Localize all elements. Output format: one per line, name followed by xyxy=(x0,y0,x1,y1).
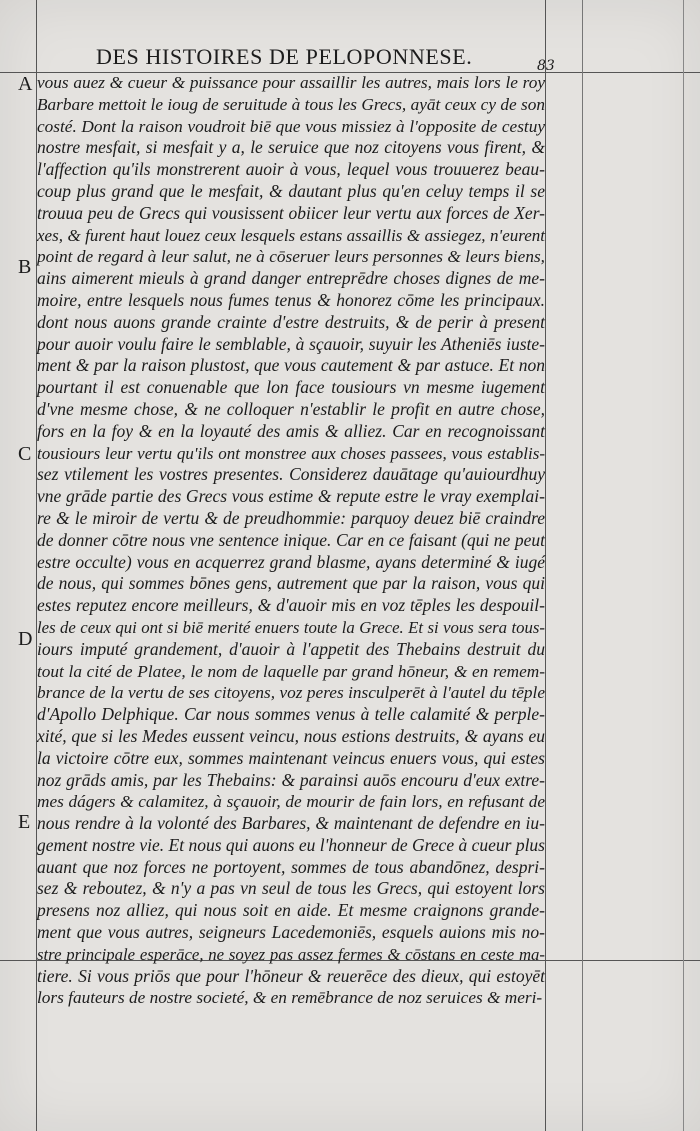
text-line: l'affection qu'ils monstrerent auoir à vous, lequel vous trouuerez beau- xyxy=(37,159,545,180)
text-line: point de regard à leur salut, ne à cōseruer leurs personnes & leurs biens, xyxy=(37,247,545,267)
text-line: brance de la vertu de ses citoyens, voz peres insculperēt à l'autel du tēple xyxy=(37,683,545,703)
right-margin-rule xyxy=(545,0,546,1131)
text-line: fors en la foy & en la loyauté des amis & alliez. Car en recognoissant xyxy=(37,420,545,441)
text-line: nous rendre à la volonté des Barbares, & maintenant de defendre en iu- xyxy=(37,813,545,834)
margin-marker-d: D xyxy=(18,628,33,650)
text-line: vne grāde partie des Grecs vous estime & repute estre le vray exemplai- xyxy=(37,486,545,507)
text-line: ains aimerent mieuls à grand danger entreprēdre choses dignes de me- xyxy=(37,268,545,289)
text-line: pour auoir voulu faire le semblable, à sçauoir, suyuir les Atheniēs iuste- xyxy=(37,333,545,354)
text-line: re & le miroir de vertu & de preudhommie: parquoy deuez biē craindre xyxy=(37,507,545,528)
text-line: estre occulte) vous en acquerrez grand blasme, ayans determiné & iugé xyxy=(37,551,545,572)
text-line: stre principale esperāce, ne soyez pas assez fermes & cōstans en ceste ma- xyxy=(37,944,545,964)
text-line: tiere. Si vous priōs que pour l'hōneur & reuerēce des dieux, qui estoyēt xyxy=(37,965,545,986)
text-line: d'Apollo Delphique. Car nous sommes venus à telle calamité & perple- xyxy=(37,704,545,725)
text-line: tout la cité de Platee, le nom de laquelle par grand hōneur, & en remem- xyxy=(37,661,545,681)
text-line: estes reputez encore meilleurs, & d'auoir mis en voz tēples les despouil- xyxy=(37,595,545,616)
text-line: lors fauteurs de nostre societé, & en remēbrance de noz seruices & meri- xyxy=(37,988,543,1008)
margin-marker-e: E xyxy=(18,811,31,833)
text-line: de nous, qui sommes bōnes gens, autrement que par la raison, vous qui xyxy=(37,573,545,594)
text-line: xité, que si les Medes eussent veincu, nous estions destruits, & ayans eu xyxy=(37,725,545,746)
text-line: nostre mesfait, si mesfait y a, le seruice que noz citoyens vous firent, & xyxy=(37,137,545,158)
text-line: presens noz alliez, qui nous soit en aide. Et mesme craignons grande- xyxy=(37,900,545,921)
page-edge-rule xyxy=(683,0,684,1131)
text-line: iours imputé grandement, d'auoir à l'appetit des Thebains destruit du xyxy=(37,638,545,659)
margin-marker-a: A xyxy=(18,73,33,95)
text-line: Barbare mettoit le ioug de seruitude à tous les Grecs, ayāt ceux cy de son xyxy=(37,94,545,114)
text-line: sez vtilement les vostres presentes. Considerez dauātage qu'auiourdhuy xyxy=(37,464,545,485)
text-line: trouua peu de Grecs qui vousissent obiicer leur vertu aux forces de Xer- xyxy=(37,202,545,223)
text-line: mes dágers & calamitez, à sçauoir, de mourir de fain lors, en refusant de xyxy=(37,792,545,812)
text-line: coup plus grand que le mesfait, & dautant plus qu'en celuy temps il se xyxy=(37,180,545,201)
text-line: sez & reboutez, & n'y a pas vn seul de tous les Grecs, qui estoyent lors xyxy=(37,878,545,899)
text-line: costé. Dont la raison voudroit biē que vous missiez à l'opposite de cestuy xyxy=(37,116,545,136)
text-line: vous auez & cueur & puissance pour assaillir les autres, mais lors le roy xyxy=(37,73,545,92)
text-line: ment & par la raison plustost, que vous cautement & par astuce. Et non xyxy=(37,355,545,376)
margin-marker-b: B xyxy=(18,256,32,278)
text-line: ment que vous autres, seigneurs Lacedemoniēs, esquels auions mis no- xyxy=(37,922,545,943)
text-line: xes, & furent haut louez ceux lesquels estans assaillis & assiegez, n'eurent xyxy=(37,225,545,245)
text-line: tousiours leur vertu qu'ils ont monstree aux choses passees, vous establis- xyxy=(37,443,545,463)
text-line: pourtant il est conuenable que lon face tousiours vn mesme iugement xyxy=(37,377,545,398)
text-line: moire, entre lesquels nous fumes tenus & honorez cōme les principaux. xyxy=(37,289,545,310)
text-line: auant que noz forces ne portoyent, sommes de tous abandōnez, despri- xyxy=(37,856,545,877)
running-title: DES HISTOIRES DE PELOPONNESE. xyxy=(96,44,473,69)
page-number: 83 xyxy=(537,58,555,74)
text-line: de donner cōtre nous vne sentence inique. Car en ce faisant (qui ne peut xyxy=(37,529,545,550)
margin-marker-c: C xyxy=(18,443,32,465)
text-line: la victoire cōtre eux, sommes maintenant veincus enuers vous, qui estes xyxy=(37,747,545,768)
text-line: d'vne mesme chose, & ne colloquer n'establir le profit en autre chose, xyxy=(37,398,545,419)
text-line: dont nous auons grande crainte d'estre destruits, & de perir à present xyxy=(37,311,545,332)
text-line: les de ceux qui ont si biē merité enuers toute la Grece. Et si vous sera tous- xyxy=(37,617,545,637)
outer-margin-rule xyxy=(582,0,583,1131)
text-line: noz grāds amis, par les Thebains: & parainsi auōs encouru d'eux extre- xyxy=(37,769,545,790)
body-text xyxy=(37,72,545,1009)
text-line: gement nostre vie. Et nous qui auons eu l'honneur de Grece à cueur plus xyxy=(37,834,545,855)
